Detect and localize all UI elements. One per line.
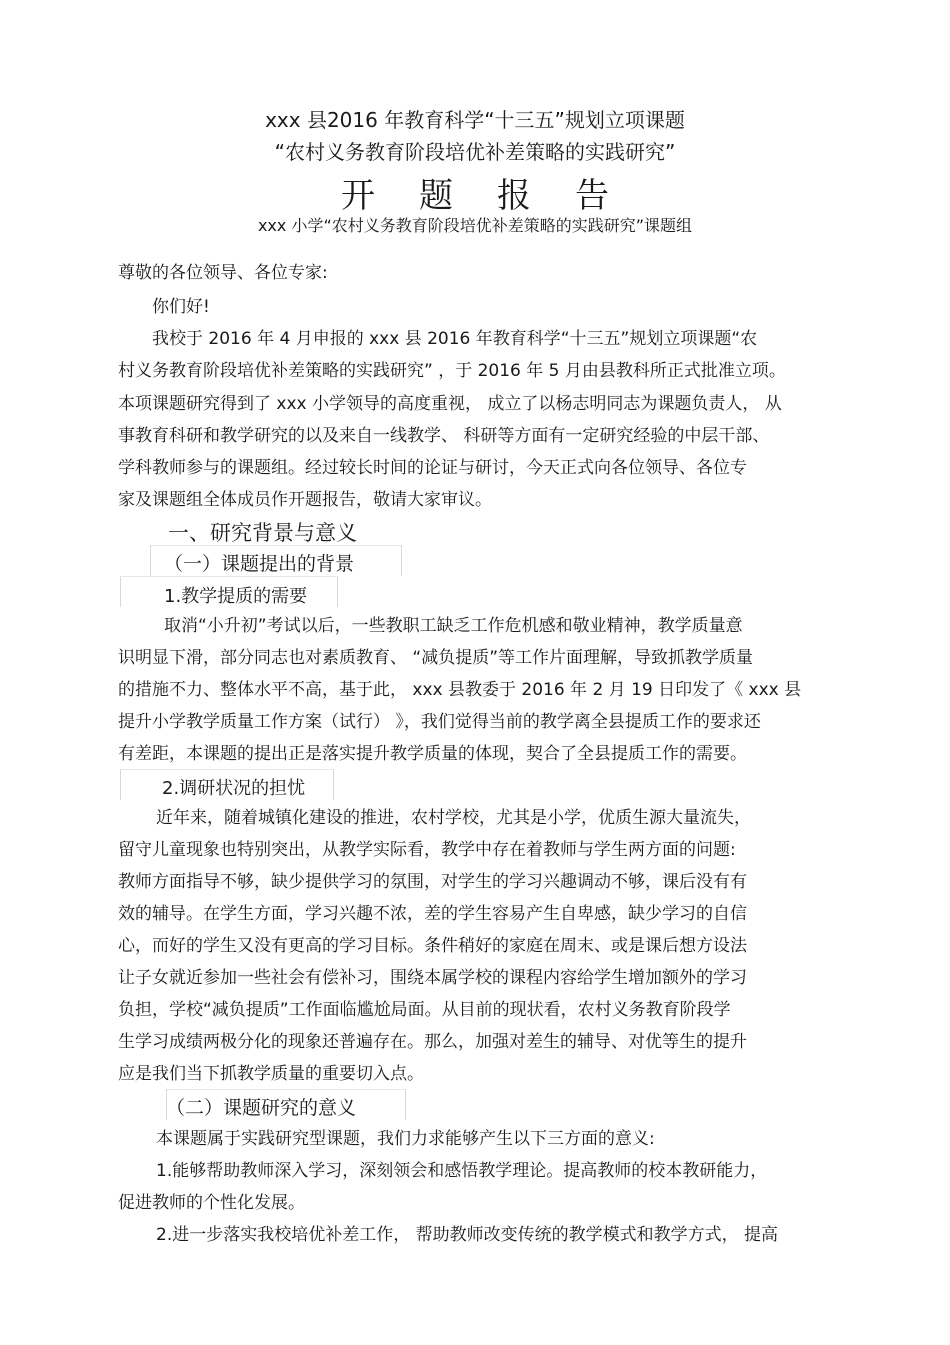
research-group: xxx 小学“农村义务教育阶段培优补差策略的实践研究”课题组: [257, 216, 693, 235]
intro-line: 本项课题研究得到了 xxx 小学领导的高度重视， 成立了以杨志明同志为课题负责人， 从: [118, 394, 782, 414]
paragraph-line: 本课题属于实践研究型课题，我们力求能够产生以下三方面的意义:: [156, 1129, 655, 1149]
item-heading: 2.调研状况的担忧: [162, 778, 306, 799]
project-title-line1: xxx 县2016 年教育科学“十三五”规划立项课题: [265, 108, 685, 132]
paragraph-line: 1.能够帮助教师深入学习，深刻领会和感悟教学理论。提高教师的校本教研能力，: [156, 1161, 768, 1181]
subsection-heading: （二）课题研究的意义: [166, 1097, 357, 1119]
paragraph-line: 负担，学校“减负提质”工作面临尴尬局面。从目前的现状看，农村义务教育阶段学: [118, 1000, 731, 1020]
report-title: 开题报告: [341, 176, 653, 216]
subsection-heading: （一）课题提出的背景: [164, 553, 355, 575]
paragraph-line: 有差距，本课题的提出正是落实提升教学质量的体现，契合了全县提质工作的需要。: [118, 744, 747, 764]
section-heading: 一、研究背景与意义: [168, 521, 357, 545]
paragraph-line: 识明显下滑，部分同志也对素质教育、 “减负提质”等工作片面理解，导致抓教学质量: [118, 648, 754, 668]
paragraph-line: 应是我们当下抓教学质量的重要切入点。: [118, 1064, 424, 1084]
greeting-hello: 你们好!: [152, 297, 210, 317]
paragraph-line: 近年来，随着城镇化建设的推进，农村学校，尤其是小学，优质生源大量流失，: [156, 808, 751, 828]
project-title-line2: “农村义务教育阶段培优补差策略的实践研究”: [274, 140, 676, 164]
intro-line: 我校于 2016 年 4 月申报的 xxx 县 2016 年教育科学“十三五”规划立项课题“农: [152, 329, 758, 349]
paragraph-line: 提升小学教学质量工作方案（试行） 》，我们觉得当前的教学离全县提质工作的要求还: [118, 712, 761, 732]
paragraph-line: 留守儿童现象也特别突出，从教学实际看，教学中存在着教师与学生两方面的问题:: [118, 840, 736, 860]
item-heading: 1.教学提质的需要: [164, 586, 308, 607]
paragraph-line: 2.进一步落实我校培优补差工作， 帮助教师改变传统的教学模式和教学方式， 提高: [156, 1225, 779, 1245]
intro-line: 学科教师参与的课题组。经过较长时间的论证与研讨，今天正式向各位领导、各位专: [118, 458, 747, 478]
paragraph-line: 效的辅导。在学生方面，学习兴趣不浓，差的学生容易产生自卑感，缺少学习的自信: [118, 904, 747, 924]
salutation: 尊敬的各位领导、各位专家:: [118, 263, 328, 283]
paragraph-line: 让子女就近参加一些社会有偿补习，围绕本属学校的课程内容给学生增加额外的学习: [118, 968, 747, 988]
paragraph-line: 心，而好的学生又没有更高的学习目标。条件稍好的家庭在周末、或是课后想方设法: [118, 936, 747, 956]
paragraph-line: 生学习成绩两极分化的现象还普遍存在。那么，加强对差生的辅导、对优等生的提升: [118, 1032, 747, 1052]
paragraph-line: 的措施不力、整体水平不高，基于此， xxx 县教委于 2016 年 2 月 19 日印发了《 xxx 县: [118, 680, 802, 700]
paragraph-line: 取消“小升初”考试以后，一些教职工缺乏工作危机感和敬业精神，教学质量意: [164, 616, 743, 636]
intro-line: 事教育科研和教学研究的以及来自一线教学、 科研等方面有一定研究经验的中层干部、: [118, 426, 770, 446]
paragraph-line: 教师方面指导不够，缺少提供学习的氛围，对学生的学习兴趣调动不够，课后没有有: [118, 872, 747, 892]
intro-line: 村义务教育阶段培优补差策略的实践研究” ，于 2016 年 5 月由县教科所正式批准立项。: [118, 361, 786, 381]
paragraph-line: 促进教师的个性化发展。: [118, 1193, 305, 1213]
intro-line: 家及课题组全体成员作开题报告，敬请大家审议。: [118, 490, 492, 510]
